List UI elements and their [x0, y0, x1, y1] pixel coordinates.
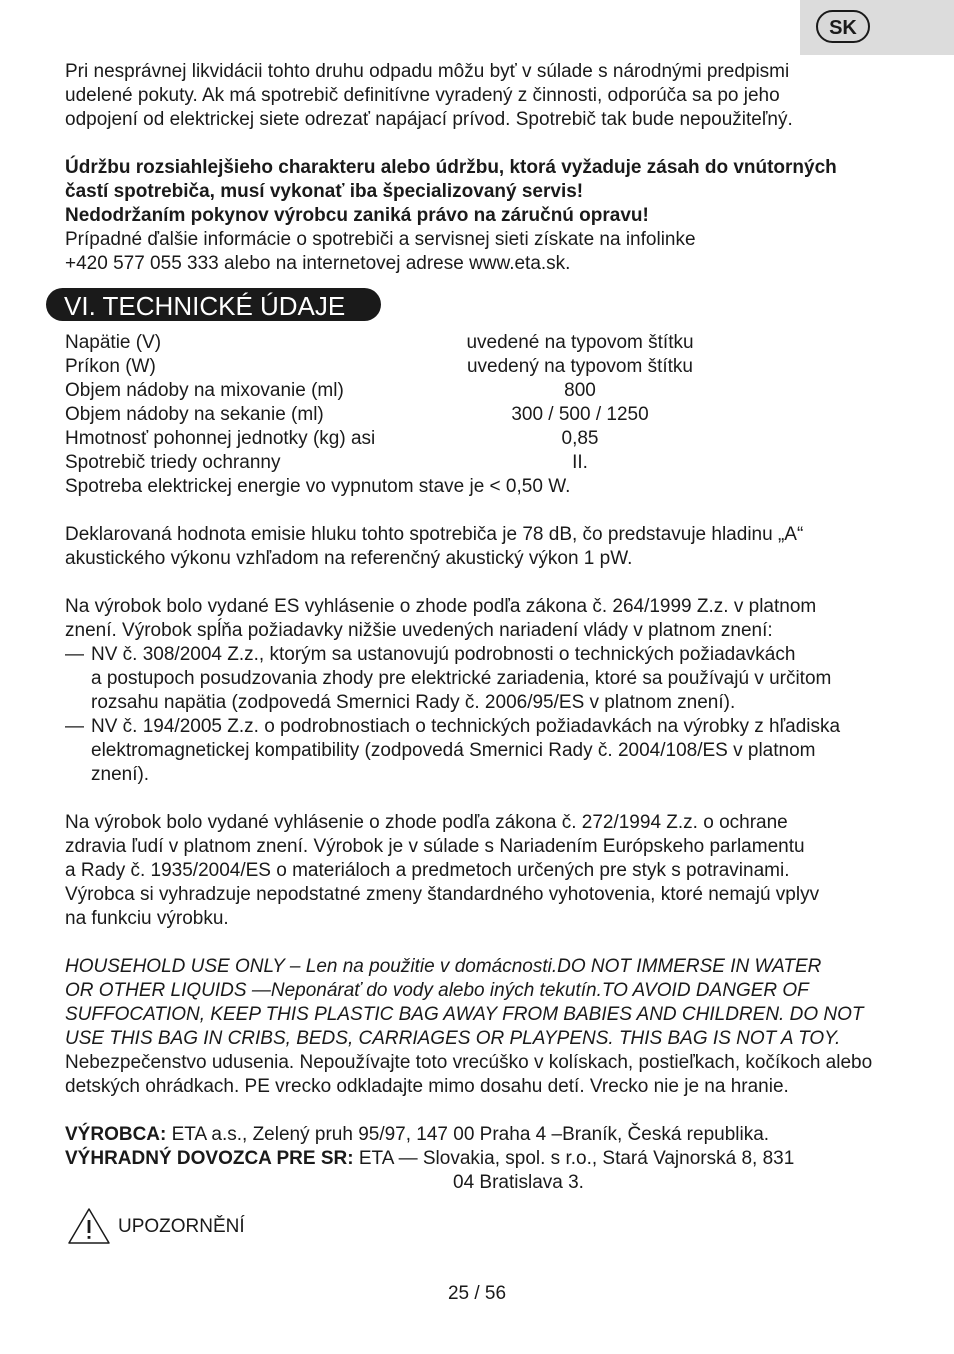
spec-row [65, 355, 905, 379]
disposal-paragraph-line: udelené pokuty. Ak má spotrebič definitívne vyradený z činnosti, odporúča sa po jeho [65, 85, 780, 106]
spec-value: 300 / 500 / 1250 [511, 404, 649, 425]
importer-label: VÝHRADNÝ DOVOZCA PRE SR: [65, 1148, 354, 1169]
importer-address: ETA — Slovakia, spol. s r.o., Stará Vajnorská 8, 831 [353, 1148, 795, 1169]
warning-label: UPOZORNĚNÍ [118, 1216, 245, 1237]
spec-value: 800 [564, 380, 596, 401]
page-content [65, 60, 905, 1247]
disposal-paragraph-line: odpojení od elektrickej siete odrezať napájací prívod. Spotrebič tak bude nepoužiteľný. [65, 109, 793, 130]
bullet-line: NV č. 308/2004 Z.z., ktorým sa ustanovujú podrobnosti o technických požiadavkách [91, 644, 796, 665]
importer-address-continued: 04 Bratislava 3. [453, 1172, 584, 1193]
bullet-line: znení). [91, 764, 150, 785]
household-warning-line: OR OTHER LIQUIDS —Neponárať do vody alebo iných tekutín.TO AVOID DANGER OF [65, 980, 809, 1001]
spec-label: Objem nádoby na mixovanie (ml) [65, 380, 344, 401]
manufacturer-address: ETA a.s., Zelený pruh 95/97, 147 00 Praha 4 –Braník, Česká republika. [166, 1124, 770, 1145]
bullet-line: rozsahu napätia (zodpovedá Smernici Rady č. 2006/95/ES v platnom znení). [91, 692, 736, 713]
food-contact-line: Výrobca si vyhradzuje nepodstatné zmeny štandardného vyhotovenia, ktoré nemajú vplyv [65, 884, 820, 905]
noise-line: Deklarovaná hodnota emisie hluku tohto spotrebiča je 78 dB, čo predstavuje hladinu „A“ [65, 524, 804, 545]
standby-consumption: Spotreba elektrickej energie vo vypnutom stave je < 0,50 W. [65, 476, 571, 497]
section-title-technical-data: VI. TECHNICKÉ ÚDAJE [46, 288, 381, 321]
disposal-paragraph-line: Pri nesprávnej likvidácii tohto druhu odpadu môžu byť v súlade s národnými predpismi [65, 61, 790, 82]
bullet-line: NV č. 194/2005 Z.z. o podrobnostiach o technických požiadavkách na výrobky z hľadiska [91, 716, 841, 737]
spec-label: Objem nádoby na sekanie (ml) [65, 404, 324, 425]
spec-label: Spotrebič triedy ochranny [65, 452, 281, 473]
spec-row [65, 451, 905, 475]
food-contact-line: a Rady č. 1935/2004/ES o materiáloch a predmetoch určených pre styk s potravinami. [65, 860, 790, 881]
warning-triangle-icon [67, 1207, 111, 1245]
service-warning-line: častí spotrebiča, musí vykonať iba špecializovaný servis! [65, 181, 584, 202]
household-warning-line: HOUSEHOLD USE ONLY – Len na použitie v domácnosti.DO NOT IMMERSE IN WATER [65, 956, 822, 977]
warning-note [65, 1207, 905, 1247]
regulation-bullet [65, 643, 905, 715]
es-declaration-line: znení. Výrobok spĺňa požiadavky nižšie uvedených nariadení vlády v platnom znení: [65, 620, 773, 641]
household-warning-line: USE THIS BAG IN CRIBS, BEDS, CARRIAGES OR PLAYPENS. THIS BAG IS NOT A TOY. [65, 1028, 841, 1049]
info-line: Prípadné ďalšie informácie o spotrebiči a servisnej sieti získate na infolinke [65, 229, 696, 250]
spec-value: II. [572, 452, 588, 473]
manufacturer-line [65, 1123, 905, 1147]
spec-value: 0,85 [561, 428, 599, 449]
spec-value: uvedené na typovom štítku [466, 332, 694, 353]
household-warning-line: SUFFOCATION, KEEP THIS PLASTIC BAG AWAY FROM BABIES AND CHILDREN. DO NOT [65, 1004, 864, 1025]
bullet-dash: — [65, 644, 84, 665]
spec-row [65, 379, 905, 403]
food-contact-line: na funkciu výrobku. [65, 908, 229, 929]
warranty-warning-line: Nedodržaním pokynov výrobcu zaniká právo na záručnú opravu! [65, 205, 649, 226]
info-line: +420 577 055 333 alebo na internetovej adrese www.eta.sk. [65, 253, 571, 274]
spec-row [65, 403, 905, 427]
bullet-line: elektromagnetickej kompatibility (zodpovedá Smernici Rady č. 2004/108/ES v platnom [91, 740, 816, 761]
service-warning-line: Údržbu rozsiahlejšieho charakteru alebo údržbu, ktorá vyžaduje zásah do vnútorných [65, 157, 837, 178]
manufacturer-label: VÝROBCA: [65, 1124, 167, 1145]
food-contact-line: zdravia ľudí v platnom znení. Výrobok je v súlade s Nariadením Európskeho parlamentu [65, 836, 805, 857]
spec-value: uvedený na typovom štítku [466, 356, 693, 377]
spec-row [65, 427, 905, 451]
bullet-line: a postupoch posudzovania zhody pre elektrické zariadenia, ktoré sa používajú v určitom [91, 668, 832, 689]
spec-label: Hmotnosť pohonnej jednotky (kg) asi [65, 428, 376, 449]
page-number: 25 / 56 [447, 1283, 507, 1304]
language-badge: SK [816, 10, 870, 43]
regulation-bullet [65, 715, 905, 787]
es-declaration-line: Na výrobok bolo vydané ES vyhlásenie o zhode podľa zákona č. 264/1999 Z.z. v platnom [65, 596, 817, 617]
food-contact-line: Na výrobok bolo vydané vyhlásenie o zhode podľa zákona č. 272/1994 Z.z. o ochrane [65, 812, 788, 833]
spec-label: Príkon (W) [65, 356, 156, 377]
spec-row [65, 331, 905, 355]
importer-line [65, 1147, 905, 1171]
spec-label: Napätie (V) [65, 332, 162, 353]
bullet-dash: — [65, 716, 84, 737]
suffocation-line: detských ohrádkach. PE vrecko odkladajte mimo dosahu detí. Vrecko nie je na hranie. [65, 1076, 789, 1097]
suffocation-line: Nebezpečenstvo udusenia. Nepoužívajte toto vrecúško v kolískach, postieľkach, kočíkoch alebo [65, 1052, 873, 1073]
language-tab [800, 0, 954, 55]
noise-line: akustického výkonu vzhľadom na referenčný akustický výkon 1 pW. [65, 548, 633, 569]
